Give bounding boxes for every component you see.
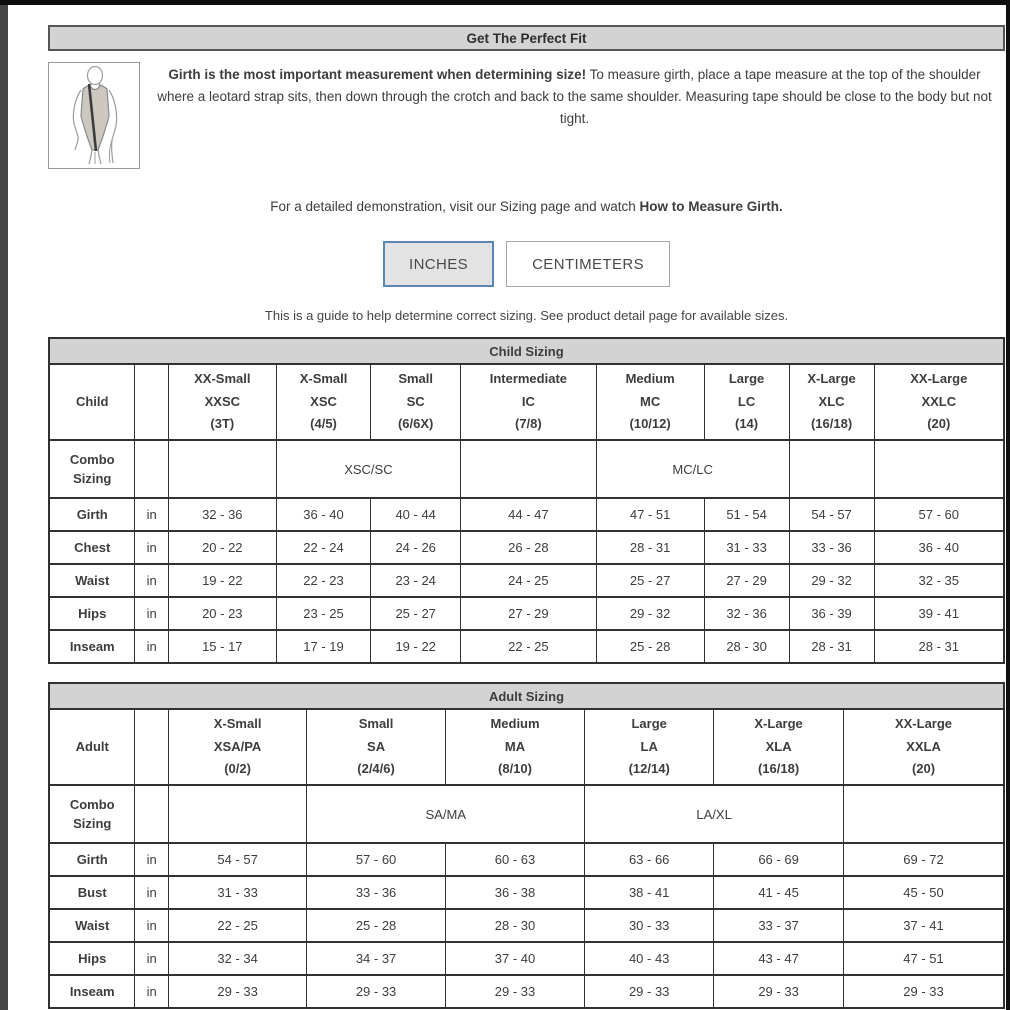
size-cell: 36 - 40 (874, 531, 1004, 564)
size-cell: 33 - 36 (307, 876, 445, 909)
size-cell: 54 - 57 (789, 498, 874, 531)
size-cell: 33 - 36 (789, 531, 874, 564)
size-cell: 28 - 30 (704, 630, 789, 663)
unit-header-cell (135, 709, 168, 785)
size-cell: 27 - 29 (461, 597, 597, 630)
table-title: Child Sizing (49, 338, 1004, 364)
unit-cell: in (135, 909, 168, 942)
size-cell: 30 - 33 (585, 909, 714, 942)
adult-sizing-table (48, 682, 1005, 1009)
measurement-label: Girth (49, 498, 135, 531)
column-header: Large LC (14) (704, 364, 789, 440)
window-right-edge (1006, 0, 1010, 1010)
inches-button[interactable]: INCHES (383, 241, 494, 287)
size-cell: 28 - 31 (596, 531, 704, 564)
combo-row-label: Combo Sizing (49, 440, 135, 498)
unit-cell: in (135, 630, 168, 663)
size-cell: 38 - 41 (585, 876, 714, 909)
size-cell: 57 - 60 (874, 498, 1004, 531)
measurement-row (49, 975, 1004, 1008)
size-cell: 22 - 25 (461, 630, 597, 663)
measurement-row (49, 597, 1004, 630)
size-cell: 19 - 22 (371, 630, 461, 663)
column-header: X-Large XLC (16/18) (789, 364, 874, 440)
size-cell: 32 - 35 (874, 564, 1004, 597)
combo-cell (168, 785, 306, 843)
size-cell: 27 - 29 (704, 564, 789, 597)
sizing-guide-page (48, 0, 1005, 1009)
size-cell: 26 - 28 (461, 531, 597, 564)
combo-cell: SA/MA (307, 785, 585, 843)
row-label-header: Adult (49, 709, 135, 785)
size-cell: 25 - 28 (596, 630, 704, 663)
column-header: X-Small XSA/PA (0/2) (168, 709, 306, 785)
size-cell: 22 - 24 (276, 531, 371, 564)
unit-cell: in (135, 843, 168, 876)
size-cell: 15 - 17 (168, 630, 276, 663)
size-cell: 40 - 44 (371, 498, 461, 531)
size-cell: 63 - 66 (585, 843, 714, 876)
measurement-row (49, 531, 1004, 564)
measurement-label: Bust (49, 876, 135, 909)
measurement-row (49, 909, 1004, 942)
size-cell: 66 - 69 (714, 843, 844, 876)
size-cell: 37 - 40 (445, 942, 584, 975)
size-cell: 25 - 28 (307, 909, 445, 942)
size-cell: 20 - 22 (168, 531, 276, 564)
column-header: Medium MC (10/12) (596, 364, 704, 440)
combo-unit-cell (135, 785, 168, 843)
size-cell: 69 - 72 (844, 843, 1004, 876)
demo-link-text: How to Measure Girth. (639, 199, 783, 214)
size-cell: 29 - 32 (789, 564, 874, 597)
sizing-note: This is a guide to help determine correct sizing. See product detail page for available sizes. (264, 308, 789, 323)
measurement-row (49, 564, 1004, 597)
measurement-row (49, 942, 1004, 975)
size-cell: 25 - 27 (596, 564, 704, 597)
size-cell: 22 - 25 (168, 909, 306, 942)
size-cell: 22 - 23 (276, 564, 371, 597)
column-header: X-Small XSC (4/5) (276, 364, 371, 440)
unit-cell: in (135, 531, 168, 564)
column-header: X-Large XLA (16/18) (714, 709, 844, 785)
measurement-label: Inseam (49, 630, 135, 663)
size-cell: 28 - 30 (445, 909, 584, 942)
size-cell: 17 - 19 (276, 630, 371, 663)
row-label-header: Child (49, 364, 135, 440)
page-title-text: Get The Perfect Fit (466, 30, 587, 46)
size-cell: 28 - 31 (874, 630, 1004, 663)
size-cell: 36 - 39 (789, 597, 874, 630)
combo-cell (461, 440, 597, 498)
girth-instructions-bold: Girth is the most important measurement when determining size! (168, 67, 587, 82)
unit-cell: in (135, 975, 168, 1008)
measurement-row (49, 498, 1004, 531)
size-cell: 41 - 45 (714, 876, 844, 909)
girth-instructions (140, 62, 1005, 169)
size-cell: 24 - 26 (371, 531, 461, 564)
measurement-label: Hips (49, 942, 135, 975)
combo-cell (844, 785, 1004, 843)
measurement-row (49, 876, 1004, 909)
size-cell: 24 - 25 (461, 564, 597, 597)
size-cell: 60 - 63 (445, 843, 584, 876)
size-cell: 29 - 33 (168, 975, 306, 1008)
measurement-label: Waist (49, 909, 135, 942)
size-cell: 25 - 27 (371, 597, 461, 630)
leotard-girth-icon (52, 66, 136, 165)
column-header: XX-Large XXLC (20) (874, 364, 1004, 440)
column-header: XX-Large XXLA (20) (844, 709, 1004, 785)
size-cell: 54 - 57 (168, 843, 306, 876)
combo-cell: MC/LC (596, 440, 789, 498)
girth-instructions-rest: To measure girth, place a tape measure at the top of the shoulder where a leotard strap sits, then down through the crotch and back to the same shoulder. Measuring tape should be close to the body but not tight. (157, 67, 992, 126)
measurement-label: Waist (49, 564, 135, 597)
size-cell: 39 - 41 (874, 597, 1004, 630)
unit-header-cell (135, 364, 168, 440)
size-cell: 47 - 51 (844, 942, 1004, 975)
combo-cell: XSC/SC (276, 440, 460, 498)
size-cell: 29 - 33 (307, 975, 445, 1008)
combo-cell (168, 440, 276, 498)
unit-cell: in (135, 876, 168, 909)
size-cell: 36 - 40 (276, 498, 371, 531)
measurement-row (49, 630, 1004, 663)
size-cell: 57 - 60 (307, 843, 445, 876)
column-header: Large LA (12/14) (585, 709, 714, 785)
column-header: Small SC (6/6X) (371, 364, 461, 440)
demo-line (48, 199, 1005, 214)
size-cell: 23 - 25 (276, 597, 371, 630)
demo-text: For a detailed demonstration, visit our Sizing page and watch (270, 199, 640, 214)
table-title: Adult Sizing (49, 683, 1004, 709)
unit-cell: in (135, 597, 168, 630)
size-cell: 28 - 31 (789, 630, 874, 663)
size-cell: 44 - 47 (461, 498, 597, 531)
leotard-girth-diagram (48, 62, 140, 169)
combo-cell: LA/XL (585, 785, 844, 843)
measurement-label: Hips (49, 597, 135, 630)
column-header: Intermediate IC (7/8) (461, 364, 597, 440)
size-cell: 36 - 38 (445, 876, 584, 909)
size-cell: 33 - 37 (714, 909, 844, 942)
girth-intro-section (48, 62, 1005, 169)
window-left-edge (0, 0, 8, 1010)
child-sizing-table (48, 337, 1005, 664)
size-cell: 29 - 33 (714, 975, 844, 1008)
measurement-row (49, 843, 1004, 876)
centimeters-button[interactable]: CENTIMETERS (506, 241, 670, 287)
combo-row-label: Combo Sizing (49, 785, 135, 843)
measurement-label: Inseam (49, 975, 135, 1008)
size-cell: 31 - 33 (168, 876, 306, 909)
measurement-label: Girth (49, 843, 135, 876)
size-cell: 31 - 33 (704, 531, 789, 564)
page-title (48, 25, 1005, 51)
size-cell: 20 - 23 (168, 597, 276, 630)
size-cell: 37 - 41 (844, 909, 1004, 942)
unit-cell: in (135, 498, 168, 531)
size-cell: 34 - 37 (307, 942, 445, 975)
unit-cell: in (135, 942, 168, 975)
size-cell: 32 - 36 (168, 498, 276, 531)
column-header: XX-Small XXSC (3T) (168, 364, 276, 440)
unit-toggle (48, 241, 1005, 287)
size-cell: 32 - 34 (168, 942, 306, 975)
size-cell: 29 - 33 (844, 975, 1004, 1008)
combo-unit-cell (135, 440, 168, 498)
unit-cell: in (135, 564, 168, 597)
size-cell: 29 - 33 (445, 975, 584, 1008)
size-cell: 29 - 32 (596, 597, 704, 630)
size-cell: 45 - 50 (844, 876, 1004, 909)
size-cell: 43 - 47 (714, 942, 844, 975)
size-cell: 19 - 22 (168, 564, 276, 597)
size-cell: 29 - 33 (585, 975, 714, 1008)
size-cell: 47 - 51 (596, 498, 704, 531)
combo-cell (874, 440, 1004, 498)
combo-cell (789, 440, 874, 498)
column-header: Small SA (2/4/6) (307, 709, 445, 785)
column-header: Medium MA (8/10) (445, 709, 584, 785)
size-cell: 40 - 43 (585, 942, 714, 975)
size-cell: 51 - 54 (704, 498, 789, 531)
size-cell: 23 - 24 (371, 564, 461, 597)
measurement-label: Chest (49, 531, 135, 564)
size-cell: 32 - 36 (704, 597, 789, 630)
